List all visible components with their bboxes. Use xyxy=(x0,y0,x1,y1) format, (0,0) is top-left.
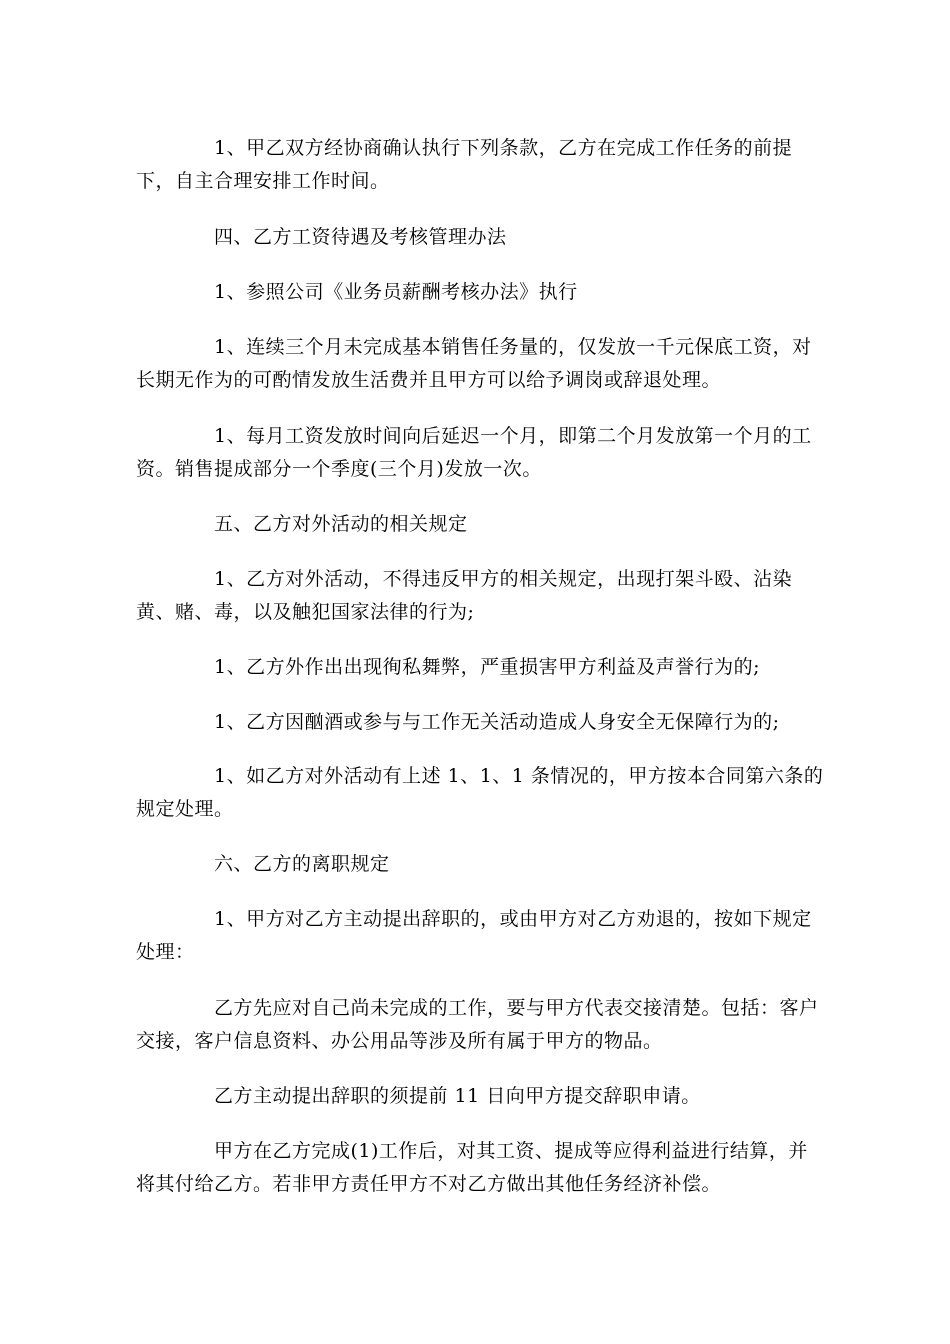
paragraph-notice-period: 乙方主动提出辞职的须提前 11 日向甲方提交辞职申请。 xyxy=(214,1085,701,1107)
paragraph-handover: 乙方先应对自己尚未完成的工作，要与甲方代表交接清楚。包括：客户交接，客户信息资料、办公用品等涉及所有属于甲方的物品。 xyxy=(136,997,819,1052)
paragraph-work-time: 1、甲乙双方经协商确认执行下列条款，乙方在完成工作任务的前提下，自主合理安排工作时间。 xyxy=(136,137,793,192)
heading-section-four: 四、乙方工资待遇及考核管理办法 xyxy=(214,226,507,248)
paragraph-resignation-rule: 1、甲方对乙方主动提出辞职的，或由甲方对乙方劝退的，按如下规定处理： xyxy=(136,908,812,963)
paragraph-malpractice: 1、乙方外作出出现徇私舞弊，严重损害甲方利益及声誉行为的; xyxy=(214,656,760,678)
paragraph-base-salary: 1、连续三个月未完成基本销售任务量的，仅发放一千元保底工资，对长期无作为的可酌情发放生活费并且甲方可以给予调岗或辞退处理。 xyxy=(136,336,812,391)
paragraph-pay-schedule: 1、每月工资发放时间向后延迟一个月，即第二个月发放第一个月的工资。销售提成部分一个季度(三个月)发放一次。 xyxy=(136,425,812,480)
paragraph-external-conduct: 1、乙方对外活动，不得违反甲方的相关规定，出现打架斗殴、沾染黄、赌、毒，以及触犯国家法律的行为; xyxy=(136,568,793,623)
heading-section-five: 五、乙方对外活动的相关规定 xyxy=(214,513,468,535)
paragraph-settlement: 甲方在乙方完成(1)工作后，对其工资、提成等应得利益进行结算，并将其付给乙方。若非甲方责任甲方不对乙方做出其他任务经济补偿。 xyxy=(136,1140,808,1195)
paragraph-drinking: 1、乙方因酗酒或参与与工作无关活动造成人身安全无保障行为的; xyxy=(214,711,780,733)
paragraph-salary-reference: 1、参照公司《业务员薪酬考核办法》执行 xyxy=(214,281,578,303)
paragraph-violation-handling: 1、如乙方对外活动有上述 1、1、1 条情况的，甲方按本合同第六条的规定处理。 xyxy=(136,765,824,820)
heading-section-six: 六、乙方的离职规定 xyxy=(214,853,390,875)
